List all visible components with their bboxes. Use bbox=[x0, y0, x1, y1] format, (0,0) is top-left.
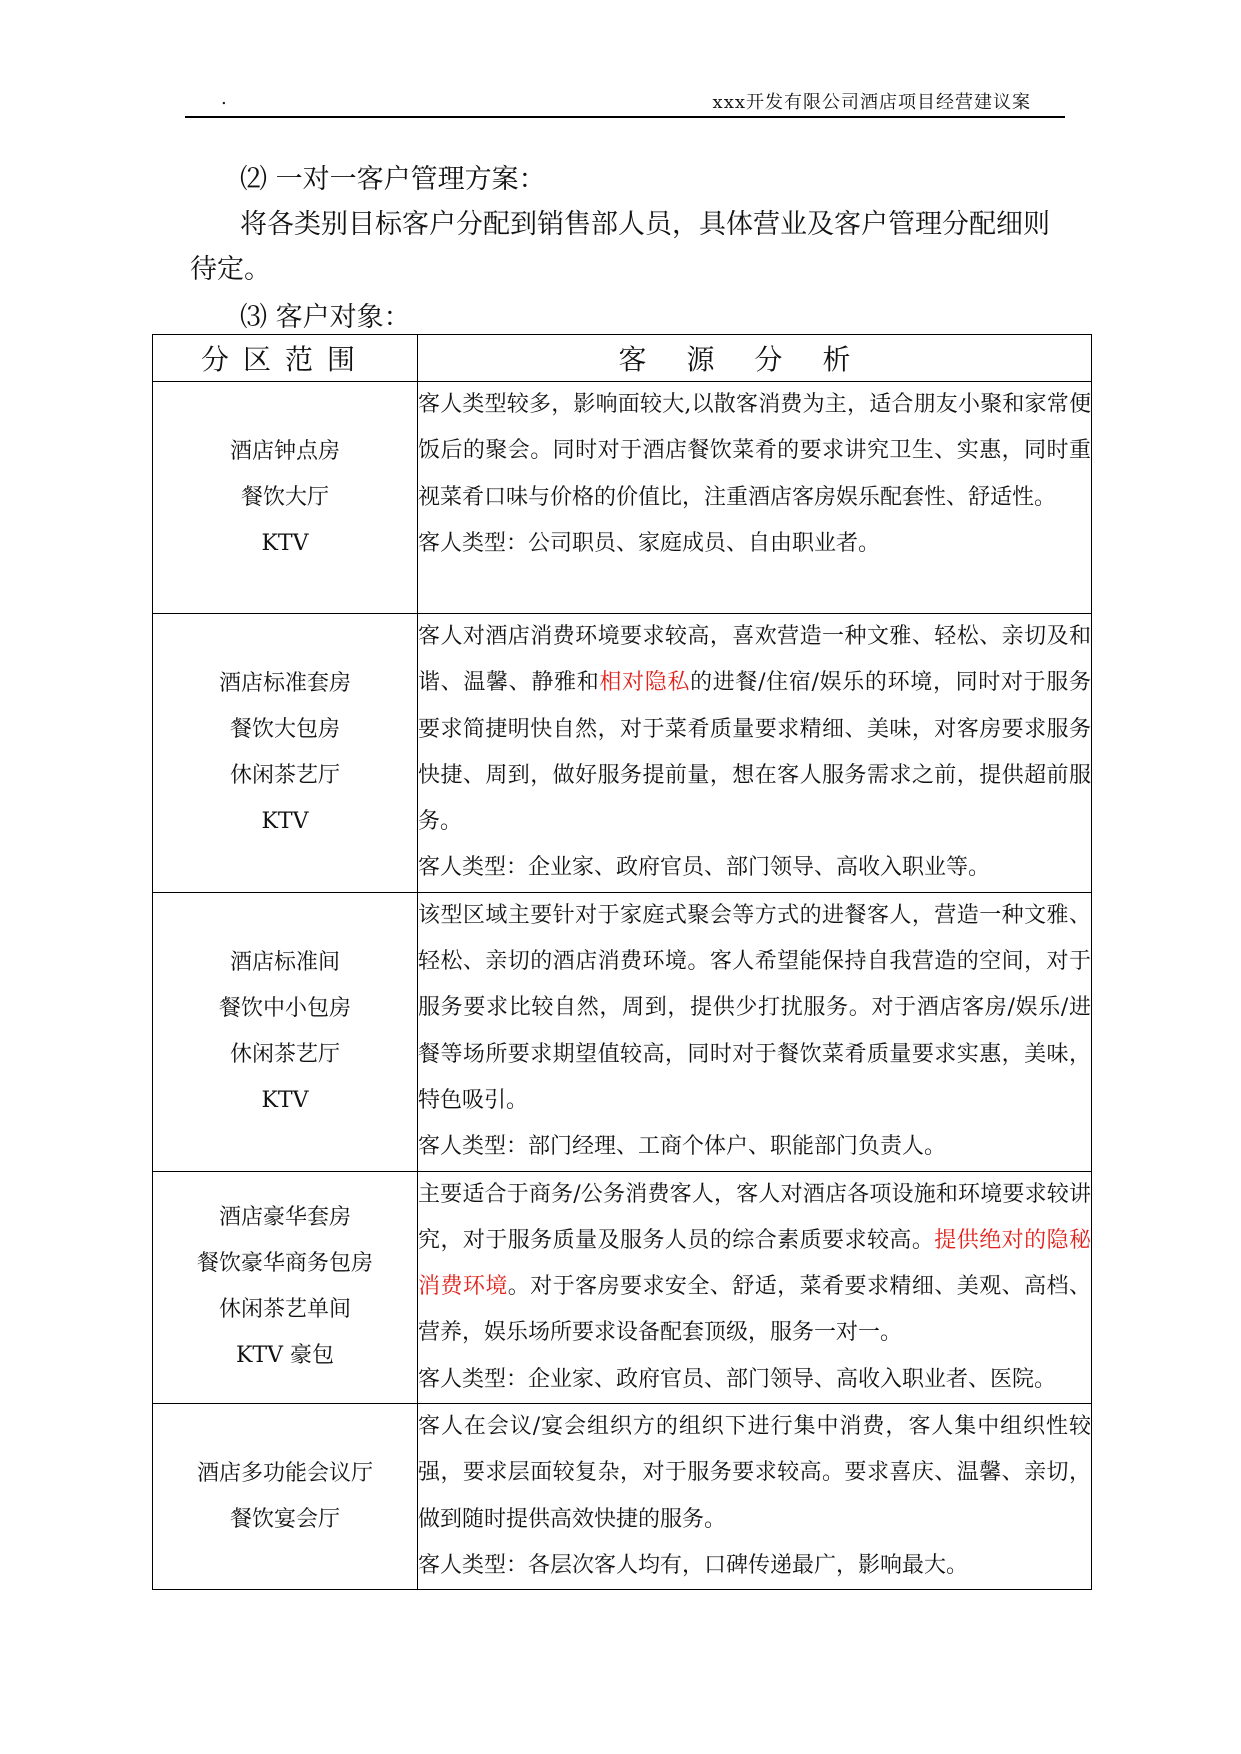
zone-name: 酒店多功能会议厅 bbox=[196, 1460, 373, 1486]
analysis-cell bbox=[418, 614, 1092, 893]
table-row bbox=[153, 892, 1092, 1171]
zone-cell bbox=[153, 1171, 418, 1403]
customer-table bbox=[152, 334, 1092, 1590]
analysis-cell bbox=[418, 1404, 1092, 1590]
analysis-text bbox=[418, 1404, 1091, 1543]
section3-heading: ⑶ 客户对象： bbox=[240, 302, 411, 333]
zone-name: 餐饮豪华商务包房 bbox=[196, 1251, 373, 1277]
zone-cell bbox=[153, 614, 418, 893]
analysis-cell bbox=[418, 892, 1092, 1171]
analysis-text-part: 主要适合于商务/公务消费客人，客人对酒店各项设施和环境要求较讲究，对于服务质量及服务人员的综合素质要求较高。 bbox=[418, 1181, 1091, 1253]
analysis-text-part: 客人类型较多，影响面较大,以散客消费为主，适合朋友小聚和家常便饭后的聚会。同时对于酒店餐饮菜肴的要求讲究卫生、实惠，同时重视菜肴口味与价格的价值比，注重酒店客房娱乐配套性、舒适性。 bbox=[418, 392, 1091, 510]
zone-name: 餐饮中小包房 bbox=[218, 995, 351, 1021]
highlight-text: 提供绝对的隐秘消费环境 bbox=[418, 1227, 1091, 1300]
table-row bbox=[153, 1404, 1092, 1590]
zone-name: KTV bbox=[261, 530, 309, 556]
section2-text-line2: 待定。 bbox=[190, 254, 271, 285]
analysis-text-part: 客人对酒店消费环境要求较高，喜欢营造一种文雅、轻松、亲切及和谐、温馨、静雅和 bbox=[418, 624, 1091, 696]
zone-name: 休闲茶艺单间 bbox=[218, 1297, 351, 1323]
analysis-text bbox=[418, 893, 1091, 1124]
table-row bbox=[153, 382, 1092, 614]
zone-name: 休闲茶艺厅 bbox=[229, 1041, 340, 1067]
page-header bbox=[185, 82, 1065, 118]
analysis-text-part: 该型区域主要针对于家庭式聚会等方式的进餐客人，营造一种文雅、轻松、亲切的酒店消费环境。客人希望能保持自我营造的空间，对于服务要求比较自然，周到，提供少打扰服务。对于酒店客房/娱乐/进餐等场所要求期望值较高，同时对于餐饮菜肴质量要求实惠，美味，特色吸引。 bbox=[418, 902, 1091, 1113]
zone-name: 酒店豪华套房 bbox=[218, 1205, 351, 1231]
customer-type: 客人类型：公司职员、家庭成员、自由职业者。 bbox=[418, 530, 881, 556]
zone-name: KTV 豪包 bbox=[236, 1343, 334, 1369]
zone-name: 酒店钟点房 bbox=[229, 438, 340, 464]
table-row bbox=[153, 1171, 1092, 1403]
zone-name: 酒店标准套房 bbox=[218, 670, 351, 696]
zone-name: KTV bbox=[261, 808, 309, 834]
customer-type: 客人类型：企业家、政府官员、部门领导、高收入职业等。 bbox=[418, 855, 991, 881]
customer-type: 客人类型：各层次客人均有，口碑传递最广，影响最大。 bbox=[418, 1552, 969, 1578]
zone-name: KTV bbox=[261, 1087, 309, 1113]
column-header-zone: 分区范围 bbox=[153, 335, 418, 382]
zone-name: 餐饮大包房 bbox=[229, 716, 340, 742]
analysis-text bbox=[418, 382, 1091, 521]
customer-type: 客人类型：企业家、政府官员、部门领导、高收入职业者、医院。 bbox=[418, 1366, 1057, 1392]
analysis-text-part: 。对于客房要求安全、舒适，菜肴要求精细、美观、高档、营养，娱乐场所要求设备配套顶级，服务一对一。 bbox=[418, 1274, 1091, 1346]
header-title: xxx开发有限公司酒店项目经营建议案 bbox=[712, 92, 1031, 113]
analysis-text bbox=[418, 1172, 1091, 1357]
analysis-text bbox=[418, 614, 1091, 845]
header-dot: . bbox=[221, 88, 227, 109]
analysis-text-part: 的进餐/住宿/娱乐的环境，同时对于服务要求简捷明快自然，对于菜肴质量要求精细、美味，对客房要求服务快捷、周到，做好服务提前量，想在客人服务需求之前，提供超前服务。 bbox=[418, 670, 1091, 835]
zone-name: 餐饮大厅 bbox=[240, 484, 329, 510]
zone-name: 餐饮宴会厅 bbox=[229, 1506, 340, 1532]
table-header-row bbox=[153, 335, 1092, 382]
analysis-text-part: 客人在会议/宴会组织方的组织下进行集中消费，客人集中组织性较强，要求层面较复杂，对于服务要求较高。要求喜庆、温馨、亲切，做到随时提供高效快捷的服务。 bbox=[418, 1414, 1091, 1532]
section2-text-line1: 将各类别目标客户分配到销售部人员，具体营业及客户管理分配细则 bbox=[240, 209, 1050, 240]
column-header-analysis: 客源分析 bbox=[418, 335, 1092, 382]
zone-name: 休闲茶艺厅 bbox=[229, 762, 340, 788]
zone-name: 酒店标准间 bbox=[229, 949, 340, 975]
zone-cell bbox=[153, 892, 418, 1171]
table-row bbox=[153, 614, 1092, 893]
zone-cell bbox=[153, 1404, 418, 1590]
section2-heading: ⑵ 一对一客户管理方案： bbox=[240, 164, 546, 195]
zone-cell bbox=[153, 382, 418, 614]
customer-type: 客人类型：部门经理、工商个体户、职能部门负责人。 bbox=[418, 1134, 947, 1160]
analysis-cell bbox=[418, 382, 1092, 614]
analysis-cell bbox=[418, 1171, 1092, 1403]
highlight-text: 相对隐私 bbox=[599, 670, 691, 696]
